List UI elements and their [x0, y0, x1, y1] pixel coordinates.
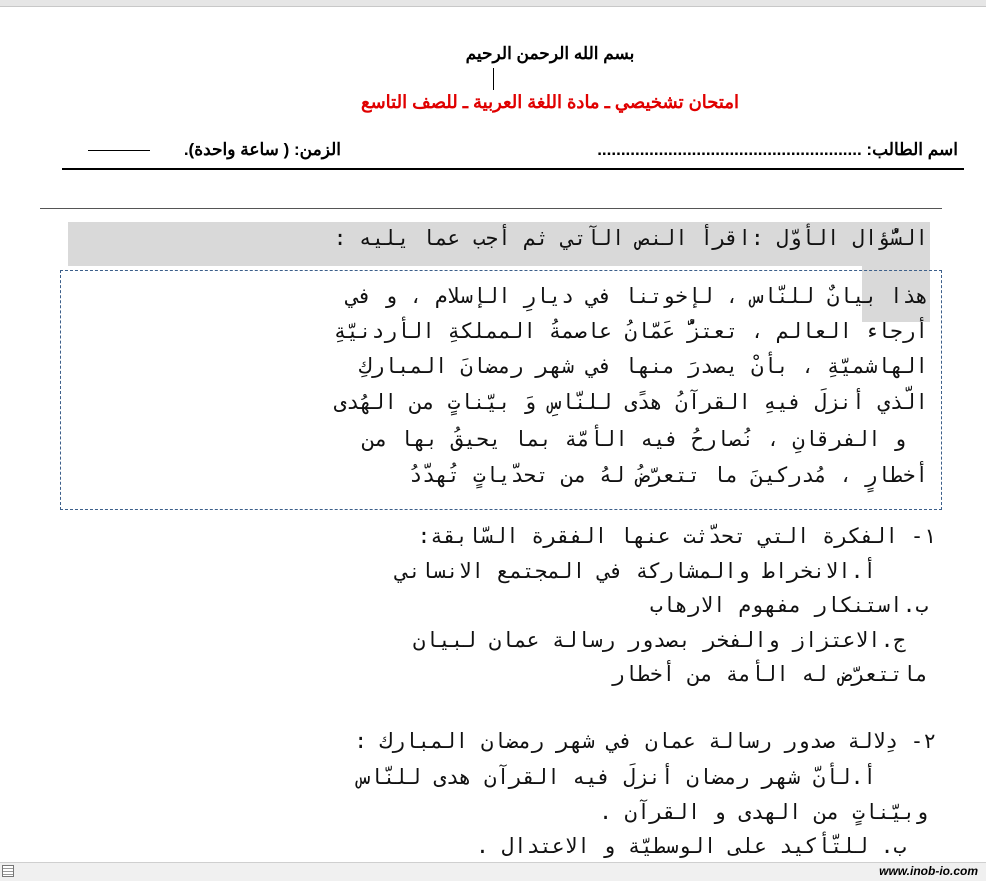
passage-line: أرجاء العالم ، تعتزُّ عَمّانُ عاصمةُ المملكةِ الأردنيّةِ: [333, 319, 928, 343]
page-view-icon[interactable]: [2, 865, 14, 877]
exam-duration: الزمن: ( ساعة واحدة).: [183, 140, 341, 159]
option-a: أ.لأنّ شهر رمضان أنزلَ فيه القرآن هدى للنّاس: [357, 765, 876, 789]
section-divider: [40, 208, 942, 209]
question-heading: السُّؤال الأوّل :اقرأ النص الآتي ثم أجب عما يليه :: [333, 226, 928, 250]
student-name-field[interactable]: اسم الطالب: ........................................................: [597, 140, 958, 159]
passage-line: أخطارٍ ، مُدركينَ ما تتعرّضُ لهُ من تحدّياتٍ تُهدّدُ: [409, 463, 928, 487]
basmala: بسم الله الرحمن الرحيم: [465, 44, 635, 63]
option-c-continued: ماتتعرّض له الأمة من أخطار: [611, 662, 928, 686]
sub-question-1: ١- الفكرة التي تحدّثت عنها الفقرة السّابقة:: [417, 524, 936, 548]
option-b: ب.استنكار مفهوم الارهاب: [649, 593, 928, 617]
passage-line: الهاشميّةِ ، بأنْ يصدرَ منها في شهر رمضانَ المباركِ: [359, 354, 928, 378]
header-divider: [62, 168, 964, 170]
line-mark: [88, 150, 150, 151]
exam-title: امتحان تشخيصي ـ مادة اللغة العربية ـ للصف التاسع: [361, 92, 739, 112]
option-a-continued: وبيّناتٍ من الهدى و القرآن .: [599, 800, 928, 824]
passage-line: و الفرقانِ ، نُصارحُ فيه الأمّة بما يحيقُ بها من: [362, 427, 906, 451]
sub-question-2: ٢- دِلالة صدور رسالة عمان في شهر رمضان المبارك :: [354, 729, 936, 753]
passage-line: الّذي أنزلَ فيهِ القرآنُ هدًى للنّاسِ وَ بيّناتٍ من الهُدى: [333, 390, 928, 414]
option-a: أ.الانخراط والمشاركة في المجتمع الانساني: [395, 559, 876, 583]
website-watermark: www.inob-io.com: [879, 864, 978, 878]
status-bar: [0, 862, 986, 881]
option-c: ج.الاعتزاز والفخر بصدور رسالة عمان لبيان: [412, 628, 906, 652]
window-top-bar: [0, 0, 986, 7]
option-b: ب. للتّأكيد على الوسطيّة و الاعتدال .: [476, 834, 906, 858]
passage-line: هذا بيانٌ للنّاس ، لإخوتنا في ديارِ الإسلام ، و في: [346, 284, 928, 308]
text-cursor: [493, 68, 494, 90]
